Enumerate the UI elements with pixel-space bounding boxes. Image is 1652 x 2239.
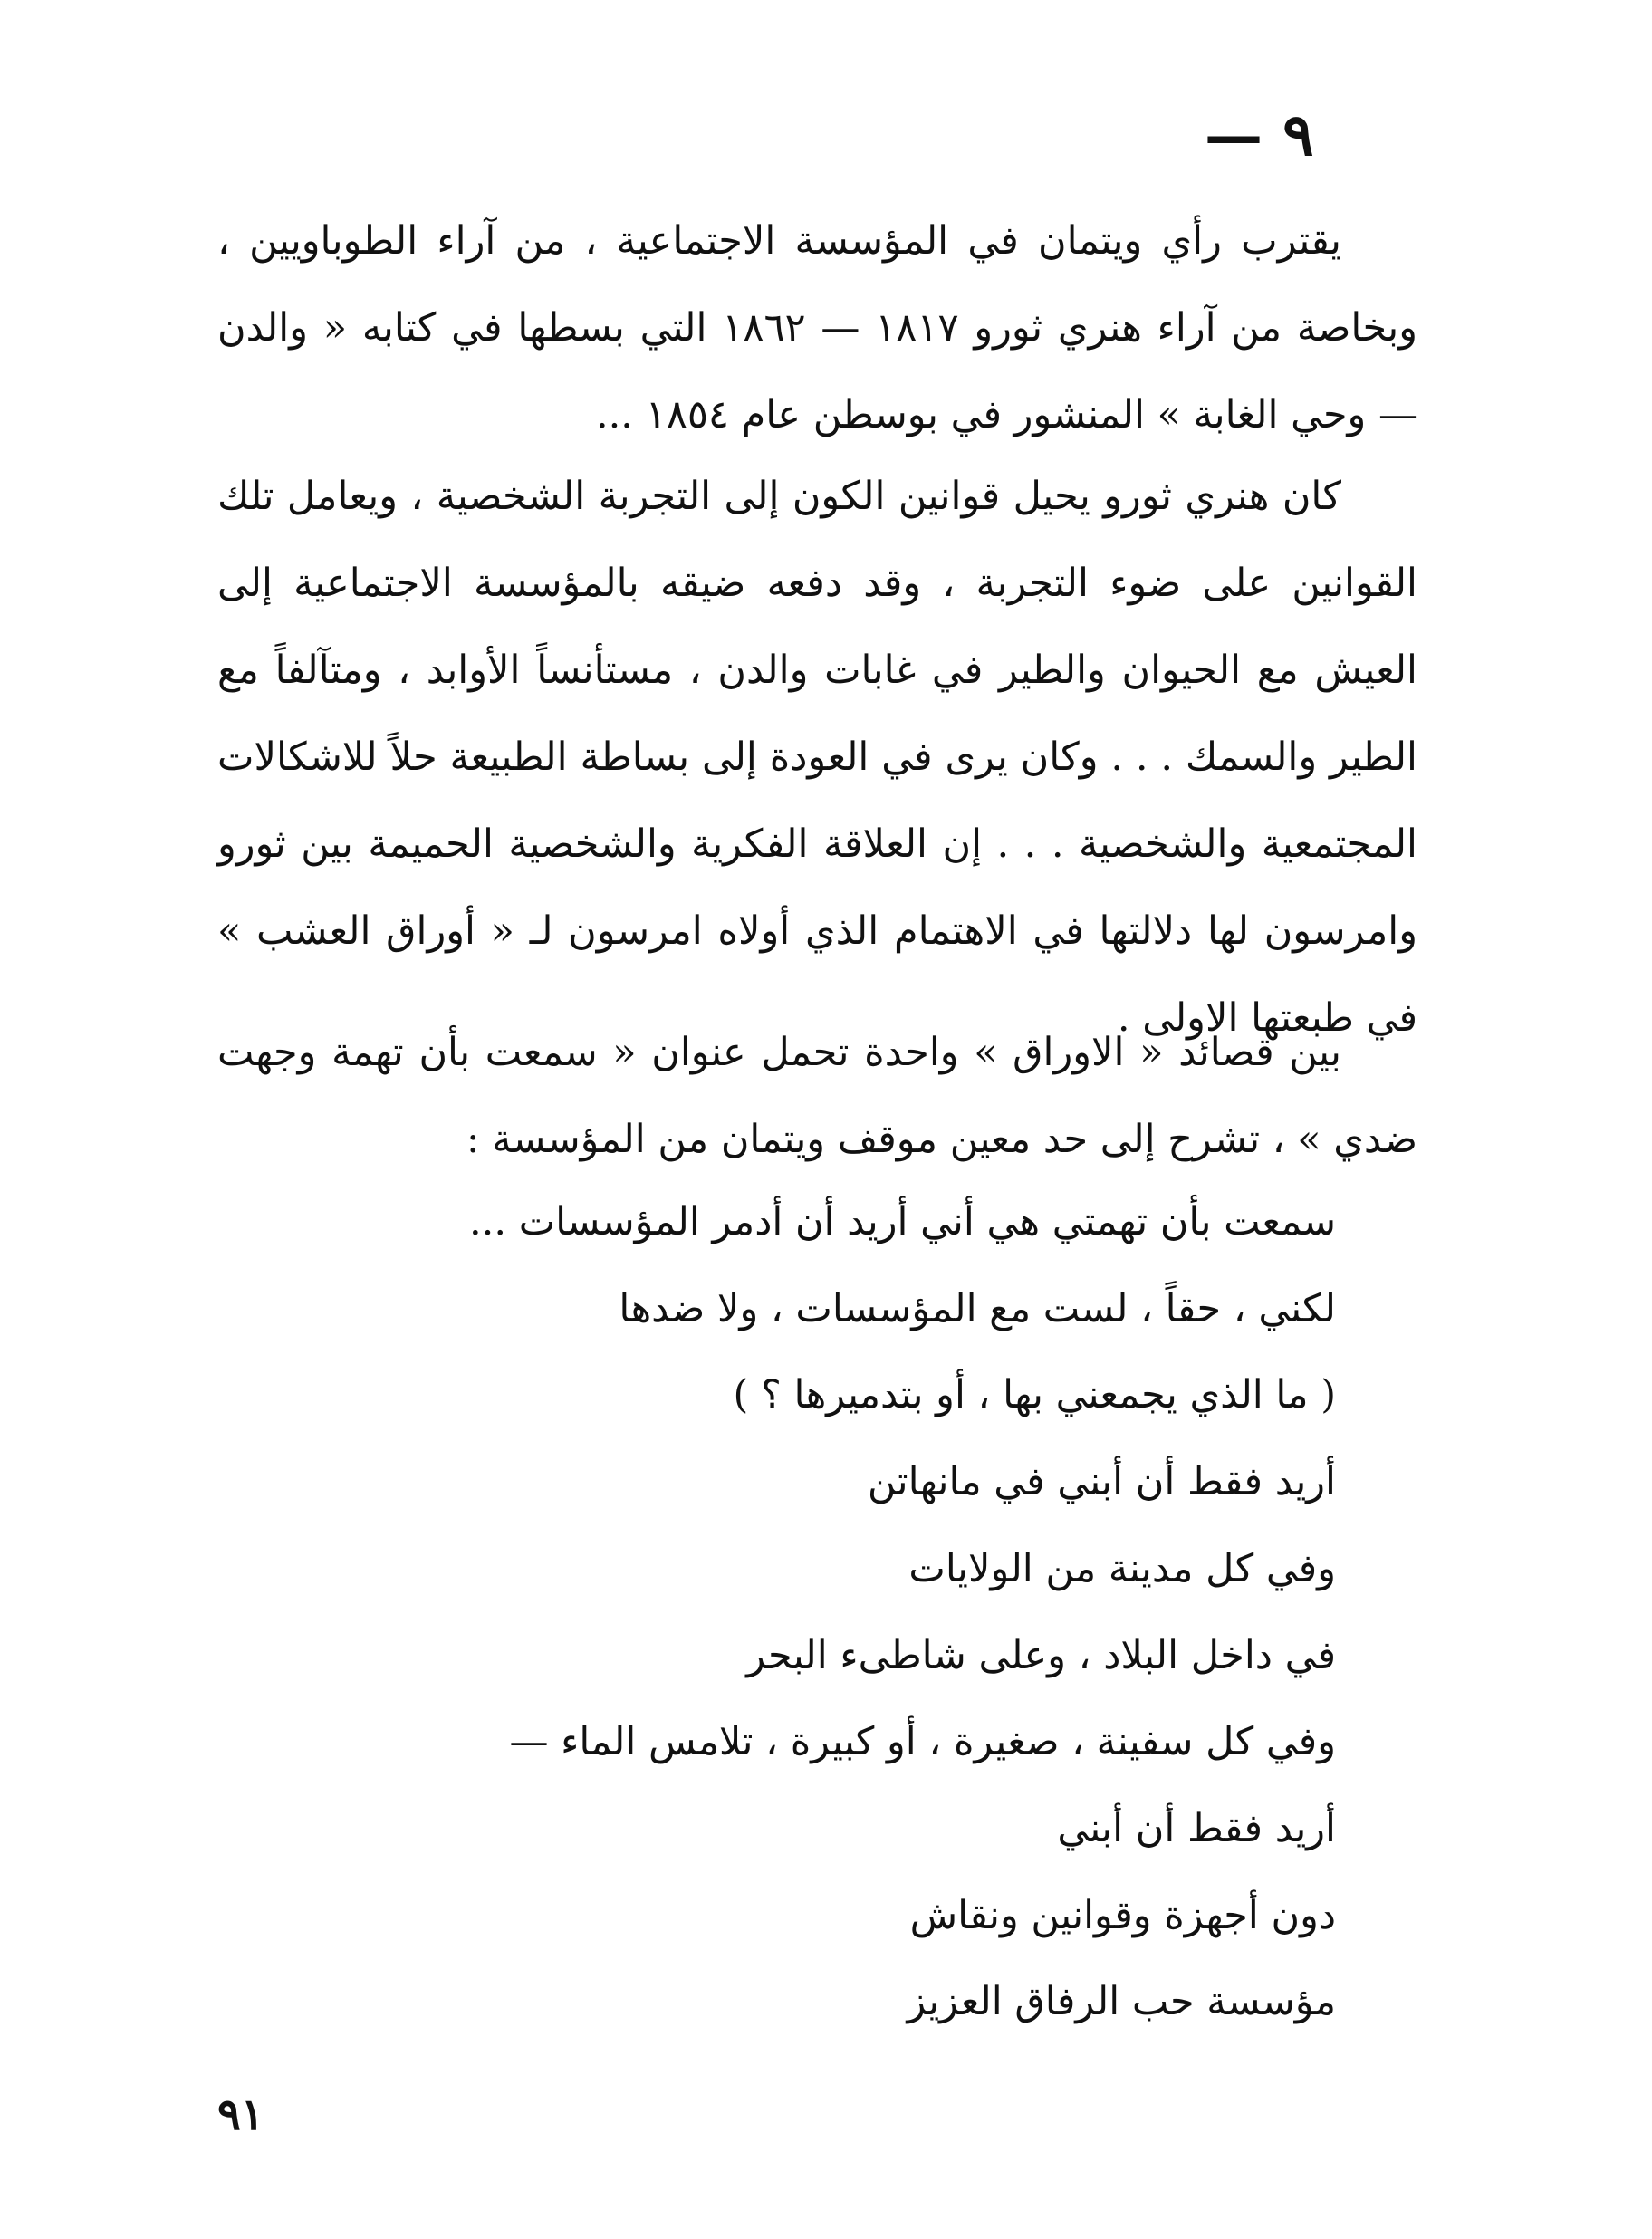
paragraph-3 [217,1009,1417,1183]
chapter-page-marker: — ٩ [1205,101,1314,169]
poem-line: وفي كل سفينة ، صغيرة ، أو كبيرة ، تلامس الماء — [509,1719,1336,1765]
poem-line: لكني ، حقاً ، لست مع المؤسسات ، ولا ضدها [619,1285,1336,1331]
paragraph-text: كان هنري ثورو يحيل قوانين الكون إلى التجربة الشخصية ، ويعامل تلك القوانين على ضوء التجربة ، وقد دفعه ضيقه بالمؤسسة الاجتماعية إلى العيش مع الحيوان والطير في غابات والدن ، مستأنساً الأوابد ، ومتآلفاً مع الطير والسمك . . . وكان يرى في العودة إلى بساطة الطبيعة حلاً للاشكالات المجتمعية والشخصية . . . إن العلاقة الفكرية والشخصية الحميمة بين ثورو وامرسون لها دلالتها في الاهتمام الذي أولاه امرسون لـ « أوراق العشب » في طبعتها الاولى . [217,474,1417,1041]
paragraph-text: يقترب رأي ويتمان في المؤسسة الاجتماعية ، من آراء الطوباويين ، وبخاصة من آراء هنري ثورو ١٨١٧ — ١٨٦٢ التي بسطها في كتابه « والدن — وحي الغابة » المنشور في بوسطن عام ١٨٥٤ ... [217,218,1417,437]
poem-line: أريد فقط أن أبني في مانهاتن [867,1459,1336,1505]
poem-line: دون أجهزة وقوانين ونقاش [909,1892,1336,1938]
poem-line: سمعت بأن تهمتي هي أني أريد أن أدمر المؤسسات ... [469,1199,1336,1244]
poem-line: ( ما الذي يجمعني بها ، أو بتدميرها ؟ ) [733,1372,1336,1418]
page-number: ٩١ [217,2090,264,2140]
poem-line: في داخل البلاد ، وعلى شاطىء البحر [746,1632,1336,1678]
paragraph-text: بين قصائد « الاوراق » واحدة تحمل عنوان « سمعت بأن تهمة وجهت ضدي » ، تشرح إلى حد معين موقف ويتمان من المؤسسة : [217,1030,1417,1162]
paragraph-1 [217,197,1417,458]
poem-line: مؤسسة حب الرفاق العزيز [907,1979,1336,2025]
poem-line: وفي كل مدينة من الولايات [908,1545,1336,1591]
poem-line: أريد فقط أن أبني [1057,1805,1336,1851]
paragraph-2 [217,453,1417,1062]
poem-excerpt [217,1179,1336,2046]
